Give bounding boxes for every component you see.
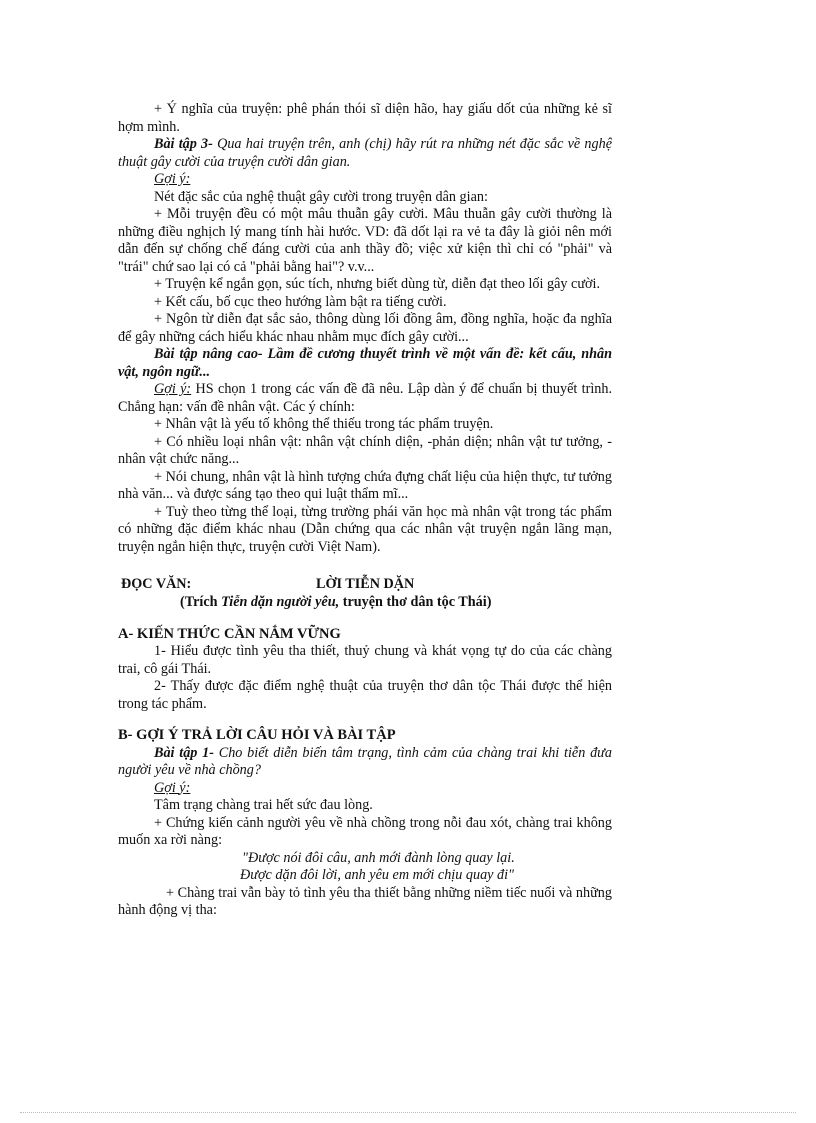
exercise-3-text: Qua hai truyện trên, anh (chị) hãy rút ra những nét đặc sắc về nghệ thuật gây cười của truyện cười dân gian.: [118, 136, 612, 170]
poem-line-2: Được dặn đôi lời, anh yêu em mới chịu quay đi": [240, 867, 515, 883]
hint-label: Gợi ý:: [154, 171, 191, 187]
section-b-heading: B- GỢI Ý TRẢ LỜI CÂU HỎI VÀ BÀI TẬP: [118, 727, 396, 743]
poem-line-1: "Được nói đôi câu, anh mới đành lòng quay lại.: [242, 849, 515, 866]
poem-subtitle: [118, 594, 612, 612]
footer-dotted-rule: [20, 1112, 796, 1113]
reading-title-row: [118, 576, 612, 594]
paragraph-mood: Tâm trạng chàng trai hết sức đau lòng.: [154, 797, 373, 813]
paragraph-concise: + Truyện kể ngắn gọn, súc tích, nhưng biết dùng từ, diễn đạt theo lối gây cười.: [154, 276, 601, 292]
paragraph-hs-text: HS chọn 1 trong các vấn đề đã nêu. Lập dàn ý để chuẩn bị thuyết trình. Chẳng hạn: vấn đề nhân vật. Các ý chính:: [118, 381, 613, 415]
hint-line-3: [118, 780, 612, 798]
poem-title: LỜI TIỄN DẶN: [316, 576, 415, 592]
paragraph-character-1: + Nhân vật là yếu tố không thể thiếu trong tác phẩm truyện.: [154, 416, 494, 432]
subtitle-work: Tiễn dặn người yêu,: [221, 594, 340, 610]
paragraph-features: Nét đặc sắc của nghệ thuật gây cười trong truyện dân gian:: [154, 188, 488, 205]
subtitle-suffix: truyện thơ dân tộc Thái): [339, 594, 492, 610]
section-a-item-1: 1- Hiểu được tình yêu tha thiết, thuỷ chung và khát vọng tự do của các chàng trai, cô gái Thái.: [118, 643, 612, 677]
paragraph-structure: + Kết cấu, bố cục theo hướng làm bật ra tiếng cười.: [154, 293, 447, 310]
exercise-1-label: Bài tập 1-: [154, 744, 214, 761]
exercise-1: [118, 745, 612, 780]
exercise-3: [118, 136, 612, 171]
paragraph-meaning: + Ý nghĩa của truyện: phê phán thói sĩ diện hão, hay giấu dốt của những kẻ sĩ hợm mình.: [118, 101, 612, 135]
subtitle-prefix: (Trích: [180, 594, 222, 610]
reading-label: ĐỌC VĂN:: [121, 576, 192, 592]
exercise-advanced: [118, 346, 612, 381]
section-a-item-2: 2- Thấy được đặc điểm nghệ thuật của truyện thơ dân tộc Thái được thể hiện trong tác phẩm.: [118, 678, 612, 712]
paragraph-character-3: + Nói chung, nhân vật là hình tượng chứa đựng chất liệu của hiện thực, tư tưởng nhà văn... và được sáng tạo theo qui luật thẩm mĩ...: [118, 468, 612, 502]
exercise-1-text: Cho biết diễn biến tâm trạng, tình cảm của chàng trai khi tiễn đưa người yêu về nhà chồng?: [118, 744, 612, 778]
paragraph-hs: [118, 381, 612, 416]
exercise-3-label: Bài tập 3-: [154, 136, 213, 152]
paragraph-character-4: + Tuỳ theo từng thể loại, từng trường phái văn học mà nhân vật trong tác phẩm có những đặc điểm khác nhau (Dẫn chứng qua các nhân vật truyện ngắn lãng mạn, truyện ngắn hiện thực, truyện cười Việt Nam).: [118, 503, 612, 555]
paragraph-witness: + Chứng kiến cảnh người yêu về nhà chồng trong nỗi đau xót, chàng trai không muốn xa rời nàng:: [118, 814, 612, 848]
document-body: [118, 101, 612, 920]
section-a-heading: A- KIẾN THỨC CẦN NẮM VỮNG: [118, 625, 341, 642]
exercise-advanced-text: Lầm đề cương thuyết trình về một vấn đề: kết cấu, nhân vật, ngôn ngữ...: [118, 346, 612, 380]
hint-label-2: Gợi ý:: [154, 381, 192, 397]
paragraph-character-2: + Có nhiều loại nhân vật: nhân vật chính diện, -phản diện; nhân vật tư tưởng, - nhân vật chức năng...: [118, 433, 612, 467]
paragraph-last: + Chàng trai vẫn bày tỏ tình yêu tha thiết bằng những niềm tiếc nuối và những hành động vị tha:: [118, 884, 612, 918]
hint-line: [118, 171, 612, 189]
exercise-advanced-label: Bài tập nâng cao-: [154, 346, 263, 362]
paragraph-language: + Ngôn từ diễn đạt sắc sảo, thông dùng lối đồng âm, đồng nghĩa, hoặc đa nghĩa để gây những cách hiểu khác nhau nhằm mục đích gây cười...: [118, 311, 612, 345]
hint-label-3: Gợi ý:: [154, 779, 191, 796]
paragraph-contradiction: + Mỗi truyện đều có một mâu thuẫn gây cười. Mâu thuẫn gây cười thường là những điều nghịch lý mang tính hài hước. VD: đã dốt lại ra vẻ ta đây là giỏi nên mới dẫn đến sự chống chế đáng cười của anh thầy đồ; việc xử kiện thì chỉ có "phải" và "trái" chứ sao lại có cả "phải bằng hai"? v.v...: [118, 206, 612, 275]
